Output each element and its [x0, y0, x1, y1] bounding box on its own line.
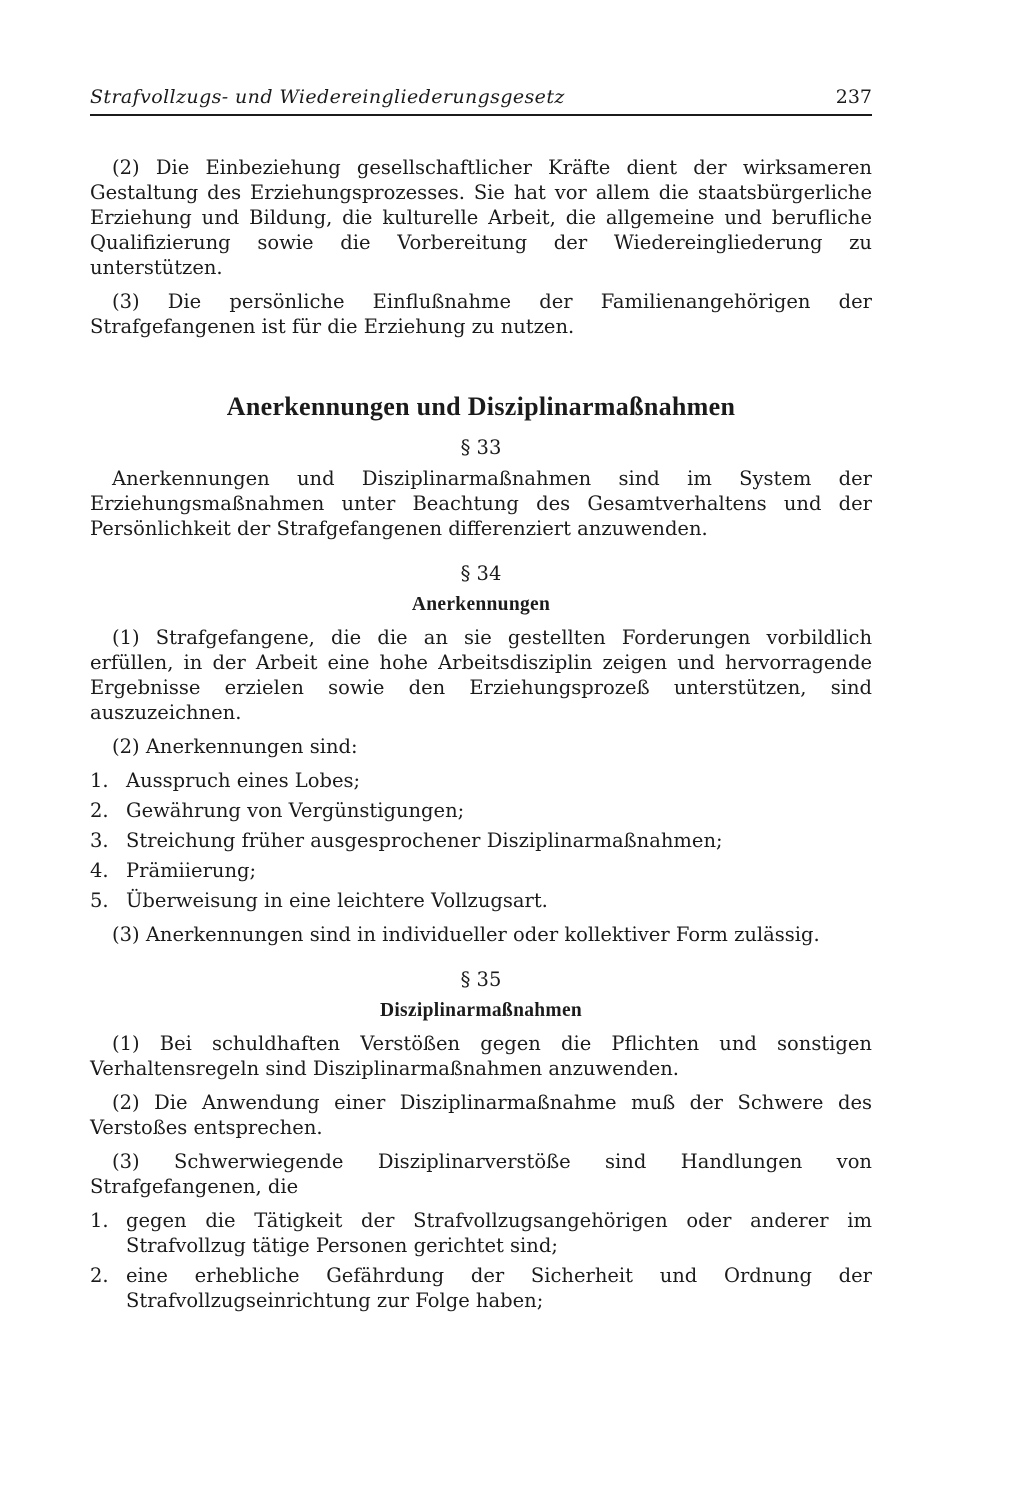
list-item-number: 1.	[90, 1209, 109, 1232]
list-item	[90, 768, 872, 793]
list-item-text: Gewährung von Vergünstigungen;	[126, 799, 465, 822]
list-item-text: gegen die Tätigkeit der Strafvollzugsangehörigen oder anderer im Strafvollzug tätige Personen gerichtet sind;	[126, 1209, 872, 1257]
section-34-list	[90, 768, 872, 913]
section-34-paragraph-1: (1) Strafgefangene, die die an sie gestellten Forderungen vorbildlich erfüllen, in der Arbeit eine hohe Arbeitsdisziplin zeigen und hervorragende Ergebnisse erzielen sowie den Erziehungsprozeß unterstützen, sind auszuzeichnen.	[90, 626, 872, 724]
page-number: 237	[835, 86, 872, 108]
running-header	[90, 86, 872, 116]
section-number-35: § 35	[460, 968, 502, 991]
section-34-paragraph-2: (2) Anerkennungen sind:	[112, 735, 358, 758]
section-35-paragraph-2: (2) Die Anwendung einer Disziplinarmaßnahme muß der Schwere des Verstoßes entsprechen.	[90, 1091, 872, 1139]
list-item-number: 1.	[90, 769, 109, 792]
section-number-34: § 34	[460, 562, 502, 585]
section-35-paragraph-1: (1) Bei schuldhaften Verstößen gegen die Pflichten und sonstigen Verhaltensregeln sind Disziplinarmaßnahmen anzuwenden.	[90, 1032, 872, 1080]
list-item	[90, 858, 872, 883]
list-item-text: Streichung früher ausgesprochener Disziplinarmaßnahmen;	[126, 829, 723, 852]
section-34-paragraph-3: (3) Anerkennungen sind in individueller oder kollektiver Form zulässig.	[112, 923, 820, 946]
paragraph-intro-3: (3) Die persönliche Einflußnahme der Familienangehörigen der Strafgefangenen ist für die Erziehung zu nutzen.	[90, 290, 872, 338]
list-item	[90, 1208, 872, 1258]
list-item	[90, 828, 872, 853]
list-item-text: Ausspruch eines Lobes;	[126, 769, 361, 792]
list-item-number: 4.	[90, 859, 109, 882]
list-item-number: 3.	[90, 829, 109, 852]
list-item	[90, 798, 872, 823]
list-item-number: 2.	[90, 1264, 109, 1287]
section-34-heading: Anerkennungen	[411, 594, 551, 615]
page-body	[90, 155, 872, 1322]
section-33-text: Anerkennungen und Disziplinarmaßnahmen sind im System der Erziehungsmaßnahmen unter Beachtung des Gesamtverhaltens und der Persönlichkeit der Strafgefangenen differenziert anzuwenden.	[90, 467, 872, 540]
list-item-text: Prämiierung;	[126, 859, 257, 882]
list-item	[90, 1263, 872, 1313]
list-item-number: 5.	[90, 889, 109, 912]
list-item	[90, 888, 872, 913]
section-number-33: § 33	[460, 436, 502, 459]
chapter-heading: Anerkennungen und Disziplinarmaßnahmen	[226, 392, 736, 421]
list-item-text: Überweisung in eine leichtere Vollzugsart.	[126, 889, 548, 912]
section-35-heading: Disziplinarmaßnahmen	[379, 1000, 583, 1021]
section-35-paragraph-3: (3) Schwerwiegende Disziplinarverstöße sind Handlungen von Strafgefangenen, die	[90, 1150, 872, 1198]
paragraph-intro-2: (2) Die Einbeziehung gesellschaftlicher Kräfte dient der wirksameren Gestaltung des Erziehungsprozesses. Sie hat vor allem die staatsbürgerliche Erziehung und Bildung, die kulturelle Arbeit, die allgemeine und berufliche Qualifizierung sowie die Vorbereitung der Wiedereingliederung zu unterstützen.	[90, 156, 872, 279]
running-title: Strafvollzugs- und Wiedereingliederungsgesetz	[90, 86, 565, 108]
section-35-list	[90, 1208, 872, 1313]
list-item-number: 2.	[90, 799, 109, 822]
list-item-text: eine erhebliche Gefährdung der Sicherheit und Ordnung der Strafvollzugseinrichtung zur Folge haben;	[126, 1264, 872, 1312]
